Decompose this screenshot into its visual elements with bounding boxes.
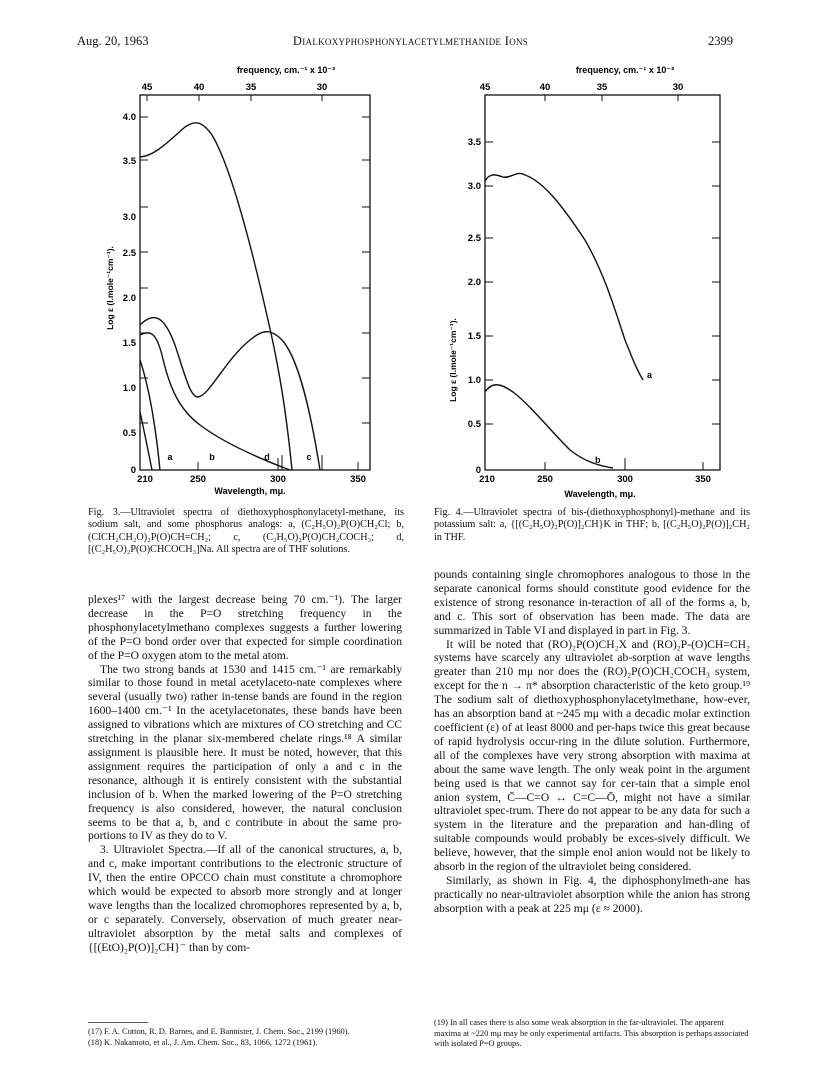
fig4-curve-label: a <box>647 370 653 380</box>
fig4-top-axis-label: frequency, cm.⁻¹ x 10⁻³ <box>575 65 675 75</box>
left-column <box>88 593 402 955</box>
page-number: 2399 <box>708 34 733 48</box>
fig4-x-tick: 350 <box>695 474 711 485</box>
figure-3-chart <box>100 60 400 505</box>
fig3-top-tick: 45 <box>141 82 153 93</box>
paragraph: 3. Ultraviolet Spectra.—If all of the canonical structures, a, b, and c, make important contributions to the electronic structure of IV, then the entire OPCCO chain must constitute a chromophore which would be expected to absorb more strongly and at longer wave lengths than the localized chromophores represented by a, b, or c separately. Conversely, observation of much greater near-ultraviolet absorption by the metal salts and complexes of {[(EtO)₂P(O)]₂CH}⁻ than by com- <box>88 843 402 954</box>
fig4-y-tick: 3.5 <box>467 137 481 148</box>
fig4-top-tick: 45 <box>479 82 491 93</box>
paragraph: It will be noted that (RO)₂P(O)CH₂X and (RO)₂P-(O)CH=CH₂ systems have scarcely any ultraviolet ab-sorption at wave lengths greater than 210 mμ nor does the (RO)₂P(O)CH₂COCH₃ system, except for the n → π* absorption characteristic of the keto group.¹⁹ The sodium salt of diethoxyphosphonylacetylmethane, how-ever, has an absorption band at ~245 mμ with a decadic molar extinction coefficient (ε) of at least 8000 and per-haps twice this great because of rapid hydrolysis occur-ring in the dilute solution. Furthermore, all of the complexes have very strong absorption with maxima at about the same wave length. The only weak point in the argument being used is that we cannot say for cer-tain that a simple enol anion system, C̄—C=O ↔ C=C—Ō, might not have a similar ultraviolet spec-trum. There do not appear to be any data for such a system in the literature and the preparation and han-dling of suitable compounds would probably be exces-sively difficult. We believe, however, that the simple enol anion would not be likely to absorb in the region of the ultraviolet being considered. <box>434 637 750 874</box>
fig4-y-tick: 1.5 <box>467 331 481 342</box>
fig4-x-axis-label: Wavelength, mμ. <box>564 489 636 499</box>
fig3-top-tick: 35 <box>245 82 257 93</box>
footnotes-left <box>88 1027 402 1048</box>
fig4-top-tick: 40 <box>539 82 551 93</box>
fig3-curve-b <box>140 333 290 470</box>
footnote: (18) K. Nakamoto, et al., J. Am. Chem. Soc., 83, 1066, 1272 (1961). <box>88 1037 318 1047</box>
fig3-curve-d-upper <box>140 123 292 470</box>
fig3-curve-a <box>140 360 160 470</box>
figure-4-chart <box>445 60 730 505</box>
footnote: (19) In all cases there is also some weak absorption in the far-ultraviolet. The apparent maxima at ~220 mμ may be only experimental artifacts. This absorption is perhaps associated with isolated P=O groups. <box>434 1018 749 1049</box>
fig4-y-tick: 2.0 <box>467 277 481 288</box>
fig3-y-tick: 3.0 <box>122 212 136 223</box>
fig3-top-tick: 40 <box>193 82 205 93</box>
fig4-y-axis-label: Log ε (l.mole⁻¹cm⁻¹). <box>448 318 458 402</box>
fig3-top-axis-label: frequency, cm.⁻¹ x 10⁻³ <box>236 65 336 75</box>
fig3-y-tick: 0 <box>130 465 136 476</box>
fig4-curve-a <box>485 173 643 380</box>
fig4-y-tick: 0 <box>475 465 481 476</box>
fig3-curve-label: c <box>306 452 312 462</box>
paragraph: pounds containing single chromophores analogous to those in the separate canonical forms should constitute good evidence for the existence of strong resonance in-teraction of all of the forms a, b, and c. This sort of observation has been made. The data are summarized in Table VI and displayed in part in Fig. 3. <box>434 568 750 637</box>
fig4-curve-b <box>485 385 613 468</box>
fig3-x-tick: 250 <box>190 474 206 485</box>
fig3-y-tick: 2.5 <box>122 248 136 259</box>
paragraph: Similarly, as shown in Fig. 4, the diphosphonylmeth-ane has practically no near-ultraviolet absorption while the anion has strong absorption with a peak at 225 mμ (ε ≈ 2000). <box>434 873 750 915</box>
fig3-curve-c <box>140 318 320 470</box>
fig3-caption: Fig. 3.—Ultraviolet spectra of diethoxyphosphonylacetyl-methane, its sodium salt, and some phosphorus analogs: a, (C₂H₅O)₂P(O)CH₂Cl; b, (ClCH₂CH₂O)₂P(O)CH=CH₂; c, (C₂H₅O)₂P(O)CH₂COCH₃; d, [(C₂H₅O)₂P(O)CHCOCH₃]Na. All spectra are of THF solutions. <box>88 507 404 556</box>
fig4-curve-label: b <box>595 455 601 465</box>
fig3-x-tick: 350 <box>350 474 366 485</box>
fig3-curve-label: a <box>167 452 173 462</box>
fig3-y-tick: 1.5 <box>122 338 136 349</box>
fig3-curve-label: b <box>209 452 215 462</box>
fig4-x-tick: 300 <box>617 474 633 485</box>
fig3-curve-a-low <box>140 412 152 470</box>
fig4-x-tick: 250 <box>537 474 553 485</box>
fig4-y-tick: 1.0 <box>467 375 481 386</box>
footnote-rule <box>88 1022 148 1023</box>
fig4-plot-frame <box>485 95 720 470</box>
fig3-curve-label: d <box>264 452 270 462</box>
fig3-x-axis-label: Wavelength, mμ. <box>214 486 286 496</box>
footnotes-right <box>434 1018 750 1050</box>
paragraph: plexes¹⁷ with the largest decrease being 70 cm.⁻¹). The larger decrease in the P=O stretching frequency in the phosphonylacetylmethano complexes suggests a further lowering of the P=O bond order over that expected for simple coordination of the P=O oxygen atom to the metal atom. <box>88 593 402 662</box>
fig3-y-tick: 3.5 <box>122 156 136 167</box>
fig3-top-tick: 30 <box>316 82 328 93</box>
running-header-date: Aug. 20, 1963 <box>77 34 149 48</box>
fig4-y-tick: 3.0 <box>467 181 481 192</box>
running-header-title: Dialkoxyphosphonylacetylmethanide Ions <box>292 34 529 48</box>
fig3-y-tick: 2.0 <box>122 293 136 304</box>
fig4-y-tick: 0.5 <box>467 419 481 430</box>
fig3-y-tick: 0.5 <box>122 428 136 439</box>
paragraph: The two strong bands at 1530 and 1415 cm.⁻¹ are remarkably similar to those found in metal acetylaceto-nate complexes where several (usually two) rather in-tense bands are found in the region 1600–1400 cm.⁻¹ In the acetylacetonates, these bands have been assigned to vibrations which are mixtures of CO stretching and CC stretching in the planar six-membered chelate rings.¹⁸ A similar assignment is plausible here. It must be noted, however, that this assignment requires the participation of only a and c in the resonance, although it is entirely consistent with the substantial inclusion of b. When the marked lowering of the P=O stretching frequency is also considered, however, the natural conclusion seems to be that a, b, and c contribute in about the same pro-portions to IV as they do to V. <box>88 662 402 843</box>
fig3-plot-frame <box>140 95 370 470</box>
fig4-caption: Fig. 4.—Ultraviolet spectra of bis-(diethoxyphosphonyl)-methane and its potassium salt: a, {[(C₂H₅O)₂P(O)]₂CH}K in THF; b, [(C₂H₅O)₂P(O)]₂CH₂ in THF. <box>434 507 750 543</box>
fig3-x-tick: 300 <box>270 474 286 485</box>
fig4-top-tick: 35 <box>596 82 608 93</box>
fig3-y-tick: 1.0 <box>122 383 136 394</box>
fig3-y-axis-label: Log ε (l.mole⁻¹cm⁻¹). <box>105 246 115 330</box>
fig3-x-tick: 210 <box>137 474 153 485</box>
right-column <box>434 568 750 916</box>
fig4-x-tick: 210 <box>479 474 495 485</box>
fig4-y-tick: 2.5 <box>467 233 481 244</box>
footnote: (17) F. A. Cotton, R. D. Barnes, and E. Bannister, J. Chem. Soc., 2199 (1960). <box>88 1027 350 1036</box>
fig3-y-tick: 4.0 <box>122 112 136 123</box>
fig4-top-tick: 30 <box>672 82 684 93</box>
